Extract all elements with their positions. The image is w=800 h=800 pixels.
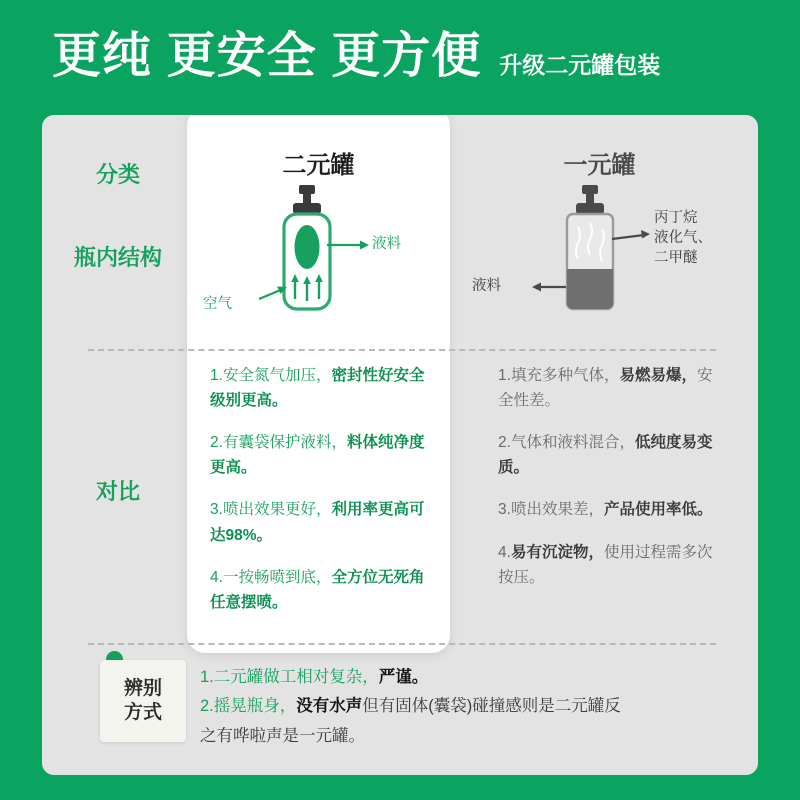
tip-badge-line2: 方式: [123, 702, 162, 723]
single-gas-label-line2: 液化气、: [654, 230, 712, 246]
page-subtitle: 升级二元罐包装: [499, 51, 661, 78]
list-item: 1.填充多种气体，易燃易爆，安全性差。: [498, 367, 713, 410]
binary-can-diagram: [187, 183, 450, 343]
header: [0, 0, 800, 112]
single-gas-label-line1: 丙丁烷: [654, 210, 698, 226]
tip-badge: [100, 660, 186, 742]
divider-comparison: [88, 643, 716, 645]
column-heading-binary: 二元罐: [282, 152, 355, 179]
row-label-structure: 瓶内结构: [73, 245, 162, 270]
list-item: 2.有囊袋保护液料，料体纯净度更高。: [210, 434, 425, 477]
binary-liquid-label: 液料: [372, 236, 401, 252]
binary-air-label: 空气: [203, 296, 232, 312]
list-item: 1.安全氮气加压，密封性好安全级别更高。: [210, 367, 425, 410]
single-can-diagram: [472, 183, 722, 343]
page-title: 更纯 更安全 更方便: [52, 28, 482, 83]
row-label-classification: 分类: [95, 162, 140, 187]
tip-item-1: 1.二元罐做工相对复杂，严谨。: [200, 668, 429, 686]
binary-can-illustration: [187, 183, 450, 343]
comparison-list-binary: [210, 363, 432, 632]
row-label-comparison: 对比: [95, 479, 140, 504]
list-item: 3.喷出效果更好，利用率更高可达98%。: [210, 501, 425, 544]
tip-item-2: 2.摇晃瓶身，没有水声但有固体(囊袋)碰撞感则是二元罐反: [200, 697, 621, 716]
tip-text: [200, 663, 710, 751]
divider-structure: [88, 349, 716, 351]
list-item: 4.易有沉淀物，使用过程需多次按压。: [498, 543, 713, 586]
single-liquid-label: 液料: [472, 278, 501, 294]
comparison-list-single: [498, 363, 713, 607]
list-item: 4.一按畅喷到底，全方位无死角任意摆喷。: [210, 568, 425, 611]
column-heading-single: 一元罐: [563, 152, 636, 179]
tip-badge-line1: 辨别: [123, 678, 162, 700]
tip-item-2-cont: 之有哗啦声是一元罐。: [200, 726, 365, 745]
list-item: 2.气体和液料混合，低纯度易变质。: [498, 434, 713, 477]
list-item: 3.喷出效果差，产品使用率低。: [498, 501, 713, 519]
comparison-card: [42, 115, 758, 775]
single-gas-label-line3: 二甲醚: [654, 250, 698, 266]
